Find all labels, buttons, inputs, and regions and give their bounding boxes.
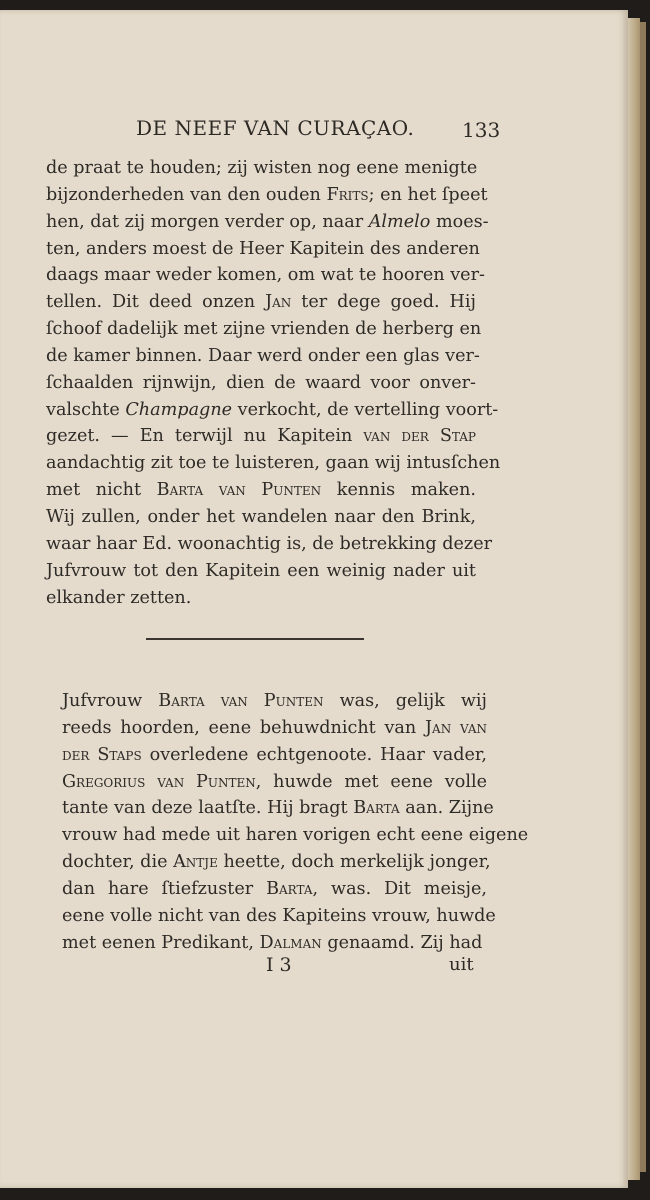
text-run: aandachtig zit toe te luisteren, gaan wij intusſchen (46, 453, 501, 474)
text-line (46, 209, 489, 236)
catchword: uit (449, 954, 474, 975)
text-line (62, 822, 529, 849)
text-run: , was. Dit meisje, (312, 878, 487, 899)
text-line (46, 182, 488, 209)
text-line (46, 450, 501, 477)
signature-mark: I 3 (266, 954, 292, 976)
text-run: tellen. Dit deed onzen (46, 292, 266, 313)
text-run: was, gelijk wij (323, 691, 488, 711)
text-line (46, 397, 499, 424)
text-line (46, 262, 485, 289)
text-line (46, 558, 476, 585)
text-line (46, 585, 476, 612)
text-run: Wij zullen, onder het wandelen naar den Brink, (46, 506, 476, 527)
section-divider (146, 638, 364, 640)
text-run: aan. Zijne (399, 798, 494, 819)
page-edge (628, 18, 640, 1180)
text-run: gezet. — En terwijl nu Kapitein (46, 426, 364, 447)
book-edge (640, 22, 646, 1172)
name-smallcaps: Jan van (425, 717, 487, 738)
page-number: 133 (462, 118, 501, 142)
text-run: met nicht (46, 480, 157, 501)
page-header (0, 116, 628, 146)
text-line (46, 343, 480, 370)
text-run: dan hare ſtiefzuster (62, 878, 267, 899)
text-run: Jufvrouw (62, 691, 159, 711)
italic-term: Champagne (125, 399, 233, 420)
text-run: genaamd. Zij had (321, 932, 483, 953)
text-run: de praat te houden; zij wisten nog eene menigte (46, 158, 478, 178)
text-line (62, 930, 487, 957)
text-line (46, 531, 493, 558)
text-run: ſchoof dadelijk met zijne vrienden de herberg en (46, 319, 482, 340)
text-run: waar haar Ed. woonachtig is, de betrekking dezer (46, 533, 493, 554)
text-run: vrouw had mede uit haren vorigen echt eene eigene (62, 825, 529, 846)
name-smallcaps: Barta van Punten (158, 691, 324, 711)
running-title: DE NEEF VAN CURAÇAO. (136, 116, 415, 140)
text-run: eene volle nicht van des Kapiteins vrouw, huwde (62, 905, 496, 926)
text-line (62, 849, 491, 876)
text-line (62, 742, 487, 769)
paragraph-2 (62, 688, 529, 956)
paragraph-1 (46, 155, 501, 611)
book-page (0, 10, 628, 1188)
text-line (62, 769, 487, 796)
name-smallcaps: Barta (353, 798, 400, 819)
text-run: Jufvrouw tot den Kapitein een weinig nader uit (46, 560, 476, 581)
text-line (62, 903, 496, 930)
text-line (46, 155, 476, 182)
text-run: tante van deze laatſte. Hij bragt (62, 798, 354, 819)
text-run: overledene echtgenoote. Haar vader, (141, 744, 487, 765)
name-smallcaps: Antje (173, 852, 218, 873)
text-line (62, 688, 487, 715)
name-smallcaps: Gregorius van Punten (62, 771, 256, 792)
text-line (46, 316, 482, 343)
italic-term: Almelo (368, 211, 431, 232)
text-run: valschte (46, 399, 126, 420)
text-run: moes- (430, 211, 489, 232)
text-run: met eenen Predikant, (62, 932, 260, 953)
text-run: ſchaalden rijnwijn, dien de waard voor onver- (46, 372, 476, 393)
name-smallcaps: Barta (266, 878, 313, 899)
text-line (46, 370, 476, 397)
text-line (62, 876, 487, 903)
text-line (46, 477, 476, 504)
name-smallcaps: Frits (326, 184, 369, 205)
text-line (46, 289, 476, 316)
text-line (46, 236, 480, 263)
text-run: verkocht, de vertelling voort- (232, 399, 499, 420)
text-run: daags maar weder komen, om wat te hooren ver- (46, 265, 485, 286)
text-run: hen, dat zij morgen verder op, naar (46, 211, 369, 232)
text-run: reeds hoorden, eene behuwdnicht van (62, 717, 425, 738)
text-run: ten, anders moest de Heer Kapitein des anderen (46, 238, 480, 259)
text-run: ; en het ſpeet (368, 184, 488, 205)
text-run: dochter, die (62, 852, 174, 873)
text-run: , huwde met eene volle (255, 771, 487, 792)
text-run: bijzonderheden van den ouden (46, 184, 327, 205)
text-line (62, 715, 487, 742)
name-smallcaps: Barta van Punten (156, 480, 322, 501)
text-run: de kamer binnen. Daar werd onder een glas ver- (46, 345, 480, 366)
name-smallcaps: van der Stap (363, 426, 476, 447)
text-line (62, 795, 494, 822)
name-smallcaps: Dalman (259, 932, 322, 953)
text-run: elkander zetten. (46, 587, 192, 608)
text-line (46, 423, 476, 450)
text-run: ter dege goed. Hij (291, 292, 476, 313)
text-line (46, 504, 476, 531)
text-run: heette, doch merkelijk jonger, (217, 852, 491, 873)
name-smallcaps: Jan (265, 292, 292, 313)
text-run: kennis maken. (321, 480, 476, 501)
name-smallcaps: der Staps (62, 744, 142, 765)
